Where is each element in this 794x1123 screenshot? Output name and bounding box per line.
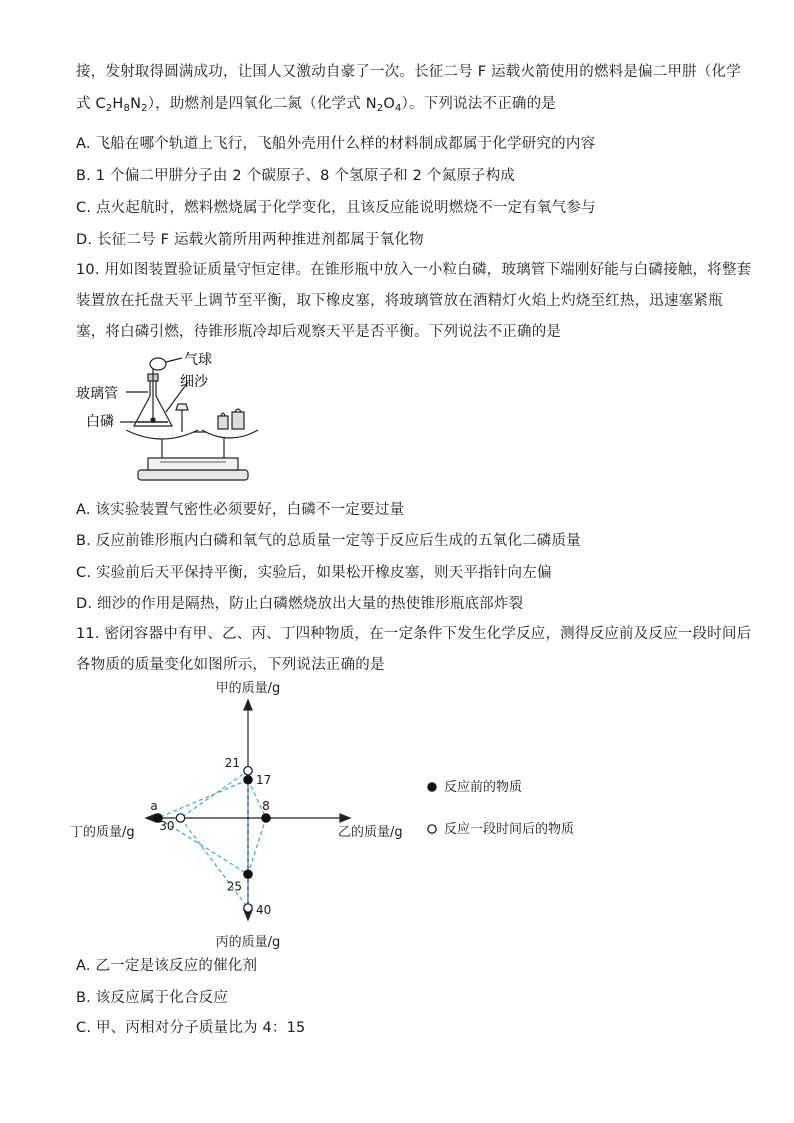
point-up-after: [244, 767, 252, 775]
label-balloon: 气球: [184, 352, 212, 368]
point-label-down-after: 40: [256, 903, 272, 917]
balance-pointer: [176, 404, 188, 432]
left-pan: [126, 430, 198, 439]
label-phosphorus: 白磷: [86, 414, 114, 430]
q10-option-b: B. 反应前锥形瓶内白磷和氧气的总质量一定等于反应后生成的五氧化二磷质量: [76, 533, 581, 549]
axis-label-bing: 丙的质量/g: [215, 935, 281, 950]
point-down-after: [244, 904, 252, 912]
q10-text-line-3: 塞，将白磷引燃，待锥形瓶冷却后观察天平是否平衡。下列说法不正确的是: [76, 324, 562, 340]
q9-option-d: D. 长征二号 F 运载火箭所用两种推进剂都属于氧化物: [76, 232, 424, 248]
mass-change-chart: [70, 678, 630, 950]
balance-base: [138, 470, 248, 480]
weight-2: [232, 412, 244, 429]
point-label-right-before: 8: [262, 799, 270, 813]
q10-option-c: C. 实验前后天平保持平衡，实验后，如果松开橡皮塞，则天平指针向左偏: [76, 565, 552, 581]
arrow-up: [244, 700, 252, 710]
axis-label-jia: 甲的质量/g: [215, 681, 281, 696]
label-sand: 细沙: [180, 374, 208, 390]
balance-figure: [70, 352, 270, 492]
white-phosphorus: [151, 418, 155, 422]
legend-label-before: 反应前的物质: [444, 780, 523, 795]
q10-text-line-2: 装置放在托盘天平上调节至平衡，取下橡皮塞，将玻璃管放在酒精灯火焰上灼烧至红热，迅速塞紧瓶: [76, 293, 723, 309]
leader-balloon: [166, 358, 182, 362]
formula-n2o4: $N_2O_4$: [365, 96, 402, 114]
axis-label-ding: 丁的质量/g: [70, 825, 135, 840]
q11-text-line-2: 各物质的质量变化如图所示，下列说法正确的是: [76, 657, 385, 673]
point-label-up-before: 17: [256, 772, 272, 787]
legend-marker-after: [428, 825, 436, 833]
point-up-before: [244, 776, 252, 784]
right-pan: [202, 430, 258, 438]
point-left-after: [176, 814, 184, 822]
point-label-left-after: 30: [159, 819, 175, 833]
legend-marker-before: [428, 783, 436, 791]
point-right-before: [262, 814, 270, 822]
q10-text-line-1: 10. 用如图装置验证质量守恒定律。在锥形瓶中放入一小粒白磷，玻璃管下端刚好能与白磷接触，将整套: [76, 262, 752, 278]
q9-option-b: B. 1 个偏二甲肼分子由 2 个碳原子、8 个氢原子和 2 个氮原子构成: [76, 168, 516, 184]
legend-label-after: 反应一段时间后的物质: [444, 822, 575, 837]
point-label-down-before: 25: [226, 879, 242, 894]
q9-option-a: A. 飞船在哪个轨道上飞行，飞船外壳用什么样的材料制成都属于化学研究的内容: [76, 136, 596, 152]
q11-option-c: C. 甲、丙相对分子质量比为 4：15: [76, 1020, 306, 1036]
q10-option-d: D. 细沙的作用是隔热，防止白磷燃烧放出大量的热使锥形瓶底部炸裂: [76, 596, 524, 612]
point-label-left-before: a: [150, 799, 158, 813]
q11-option-b: B. 该反应属于化合反应: [76, 990, 229, 1006]
label-tube: 玻璃管: [76, 386, 118, 402]
balloon: [150, 358, 166, 370]
arrow-right: [340, 814, 350, 822]
axis-label-yi: 乙的质量/g: [338, 825, 403, 840]
weight-1: [218, 416, 228, 429]
q10-option-a: A. 该实验装置气密性必须要好，白磷不一定要过量: [76, 502, 405, 518]
q11-text-line-1: 11. 密闭容器中有甲、乙、丙、丁四种物质，在一定条件下发生化学反应，测得反应前及反应一段时间后: [76, 626, 752, 642]
formula-c2h8n2: $C_2H_8N_2$: [95, 96, 148, 114]
balance-body: [148, 458, 238, 470]
point-down-before: [244, 870, 252, 878]
q11-option-a: A. 乙一定是该反应的催化剂: [76, 958, 258, 974]
q9-text-line-1: 接，发射取得圆满成功，让国人又激动自豪了一次。长征二号 F 运载火箭使用的燃料是偏二甲肼（化学: [76, 64, 741, 80]
point-label-up-after: 21: [224, 755, 240, 770]
q9-option-c: C. 点火起航时，燃料燃烧属于化学变化，且该反应能说明燃烧不一定有氧气参与: [76, 200, 596, 216]
q9-text-line-2: 式 $C_2H_8N_2$），助燃剂是四氧化二氮（化学式 $N_2O_4$）。下列说法不正确的是: [76, 96, 556, 114]
